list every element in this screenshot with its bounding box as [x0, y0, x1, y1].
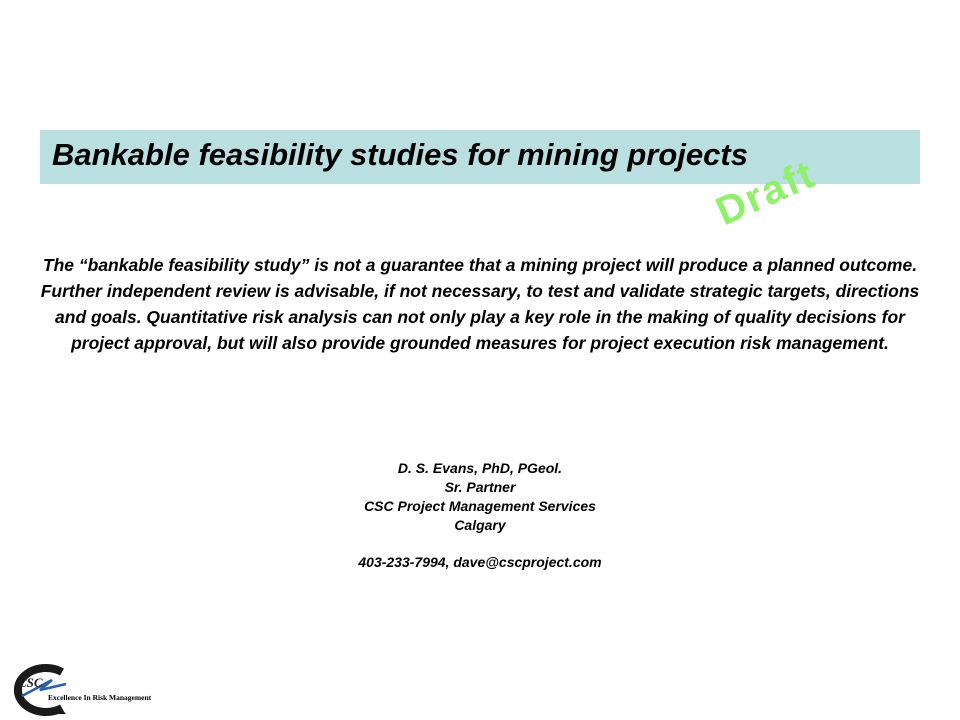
author-city: Calgary — [454, 517, 506, 533]
author-contact: 403-233-7994, dave@cscproject.com — [358, 554, 602, 570]
logo-abbreviation: CSC — [18, 675, 43, 690]
author-role: Sr. Partner — [444, 479, 516, 495]
company-logo — [0, 660, 200, 720]
author-signature — [240, 459, 720, 572]
draft-watermark: Draft — [709, 151, 823, 235]
author-organization: CSC Project Management Services — [364, 498, 596, 514]
author-name: D. S. Evans, PhD, PGeol. — [397, 460, 563, 476]
logo-tagline: Excellence In Risk Management — [48, 693, 152, 702]
page-title: Bankable feasibility studies for mining projects — [52, 137, 748, 172]
abstract-paragraph: The “bankable feasibility study” is not a guarantee that a mining project will produce a planned outcome. Further independent review is advisable, if not necessary, to test and validate strategic targets, directions and goals. Quantitative risk analysis can not only play a key role in the making of quality decisions for project approval, but will also provide grounded measures for project execution risk management. — [40, 255, 920, 353]
